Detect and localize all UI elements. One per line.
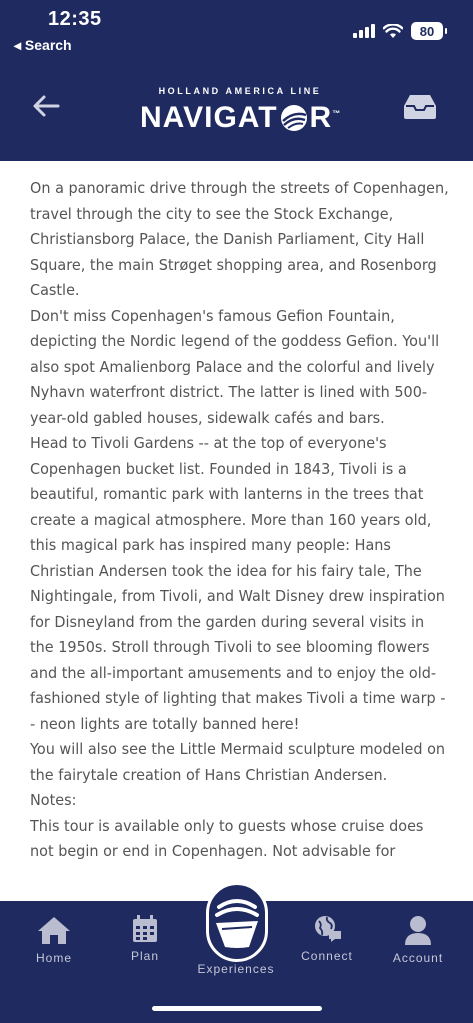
tab-home-label: Home [35,951,72,965]
inbox-icon[interactable] [403,94,437,120]
logo-title [140,96,341,140]
description-paragraph: You will also see the Little Mermaid sculpture modeled on the fairytale creation of Hans Christian Andersen. [30,740,446,784]
description-paragraph: On a panoramic drive through the streets of Copenhagen, travel through the city to see the Stock Exchange, Christiansborg Palace, the Danish Parliament, City Hall Square, the main Strøget shopping area, and Rosenborg Castle. [30,179,449,299]
signal-icon [353,24,375,38]
notes-heading: Notes: [30,791,77,809]
tab-experiences-label[interactable]: Experiences [197,962,275,976]
tab-experiences[interactable] [206,882,268,962]
description-paragraph: Head to Tivoli Gardens -- at the top of everyone's Copenhagen bucket list. Founded in 1843, Tivoli is a beautiful, romantic park with lanterns in the trees that create a magical atmosphere. More than 160 years old, this magical park has inspired many people: Hans Christian Andersen took the idea for his fairy tale, The Nightingale, from Tivoli, and Walt Disney drew inspiration for Disneyland from the garden during several visits in the 1950s. Stroll through Tivoli to see blooming flowers and the all-important amusements and to enjoy the old-fashioned style of lighting that makes Tivoli a time warp -- neon lights are totally banned here! [30,434,446,733]
ship-icon [209,885,265,959]
tab-plan-label: Plan [130,949,160,963]
logo-title-left: NAVIGAT [140,101,278,134]
arrow-left-icon[interactable] [32,94,60,118]
battery-indicator: 80 [411,22,443,40]
app-header [0,0,473,161]
globe-chat-icon [312,915,342,943]
logo-tm: ™ [332,109,342,118]
home-indicator [152,1006,322,1011]
home-icon [36,915,72,945]
person-icon [403,915,433,945]
excursion-description [30,176,450,901]
logo-title-right: R [309,101,333,134]
back-to-search-link[interactable]: ◂ Search [14,37,72,53]
globe-logo-icon [279,103,309,133]
tab-connect-label: Connect [301,949,353,963]
tab-account-label: Account [392,951,444,965]
logo-subtitle: HOLLAND AMERICA LINE [158,86,322,96]
description-paragraph: Don't miss Copenhagen's famous Gefion Fountain, depicting the Nordic legend of the goddess Gefion. You'll also spot Amalienborg Palace and the colorful and lively Nyhavn waterfront district. The latter is lined with 500-year-old gabled houses, sidewalk cafés and bars. [30,306,440,427]
tab-plan[interactable] [105,915,185,963]
status-icons [353,22,443,40]
navigator-logo [140,86,340,134]
wifi-icon [383,24,403,39]
tab-connect[interactable] [287,915,367,963]
notes-paragraph: This tour is available only to guests whose cruise does not begin or end in Copenhagen. Not advisable for [30,816,424,860]
status-time: 12:35 [48,8,102,30]
tab-home[interactable] [14,915,94,965]
calendar-icon [132,915,158,943]
tab-account[interactable] [378,915,458,965]
